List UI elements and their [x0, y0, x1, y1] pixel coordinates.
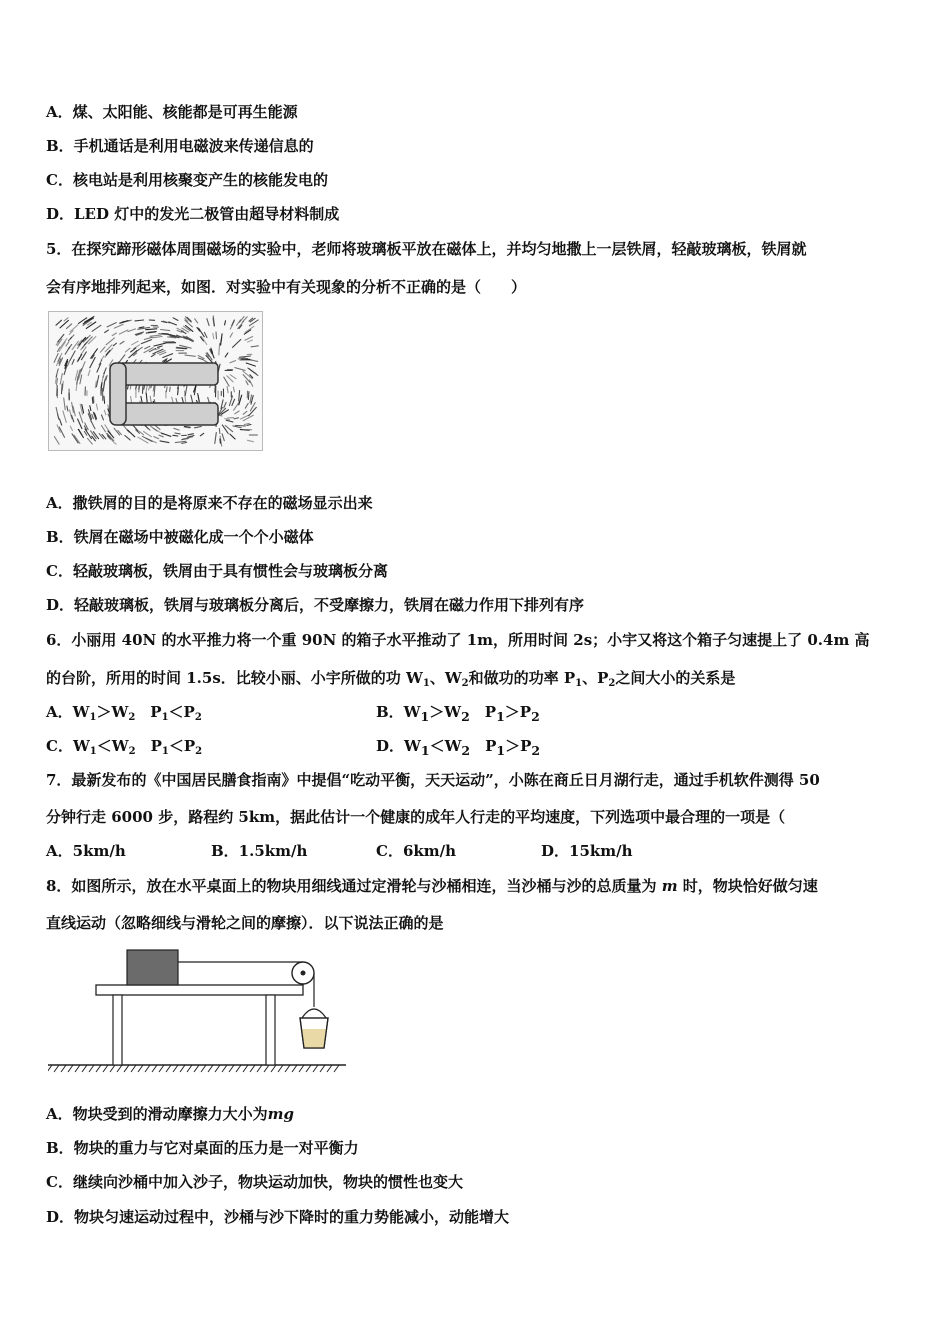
iron-filing	[104, 396, 105, 403]
q4-option-a: A．煤、太阳能、核能都是可再生能源	[46, 103, 298, 121]
ground-hatch	[243, 1065, 248, 1072]
ground-hatch	[215, 1065, 220, 1072]
q6-option-d: D．$W_1<W_2$ $P_1>P_2$	[376, 737, 541, 758]
q4-option-d: D．LED 灯中的发光二极管由超导材料制成	[46, 205, 340, 223]
ground-hatch	[334, 1065, 339, 1072]
ground-hatch	[89, 1065, 94, 1072]
q4-option-b: B．手机通话是利用电磁波来传递信息的	[46, 137, 314, 155]
q6-option-b: B．$W_1>W_2$ $P_1>P_2$	[376, 703, 540, 724]
q7-stem-line2: 分钟行走 6000 步，路程约 5km，据此估计一个健康的成年人行走的平均速度，下列选项中最合理的一项是（	[46, 808, 786, 826]
ground-hatch	[229, 1065, 234, 1072]
iron-filing	[220, 439, 221, 443]
q6-option-c: C．$W_1<W_2$ $P_1<P_2$	[46, 737, 203, 757]
q7-option-b: B．1.5km/h	[211, 842, 308, 860]
ground-hatch	[75, 1065, 80, 1072]
ground-hatch	[320, 1065, 325, 1072]
ground-hatch	[152, 1065, 157, 1072]
q5-stem-line2: 会有序地排列起来，如图．对实验中有关现象的分析不正确的是（ ）	[46, 278, 527, 296]
iron-filing	[247, 360, 251, 361]
ground-hatch	[54, 1065, 59, 1072]
magnet-iron-filings-figure	[48, 311, 263, 451]
q6-stem-line2: 的台阶，所用的时间 1.5s．比较小丽、小宇所做的功 $W_1$、$W_2$和做功的功率 $P_1$、$P_2$之间大小的关系是	[46, 669, 736, 689]
ground-hatch	[208, 1065, 213, 1072]
ground-hatch	[201, 1065, 206, 1072]
ground-hatch	[264, 1065, 269, 1072]
ground-hatch	[236, 1065, 241, 1072]
ground-hatch	[124, 1065, 129, 1072]
q5-option-b: B．铁屑在磁场中被磁化成一个个小磁体	[46, 528, 314, 546]
ground-hatch	[306, 1065, 311, 1072]
iron-filing	[216, 332, 217, 339]
ground-hatch	[131, 1065, 136, 1072]
ground-hatch	[166, 1065, 171, 1072]
ground-hatch	[327, 1065, 332, 1072]
ground-hatch	[48, 1065, 52, 1072]
ground-hatch	[257, 1065, 262, 1072]
q5-option-c: C．轻敲玻璃板，铁屑由于具有惯性会与玻璃板分离	[46, 562, 388, 580]
ground-hatch	[82, 1065, 87, 1072]
q8-option-b: B．物块的重力与它对桌面的压力是一对平衡力	[46, 1139, 359, 1157]
q8-option-c: C．继续向沙桶中加入沙子，物块运动加快，物块的惯性也变大	[46, 1173, 463, 1191]
q5-option-d: D．轻敲玻璃板，铁屑与玻璃板分离后，不受摩擦力，铁屑在磁力作用下排列有序	[46, 596, 585, 614]
iron-filing	[93, 397, 94, 403]
ground-hatch	[194, 1065, 199, 1072]
q4-option-c: C．核电站是利用核聚变产生的核能发电的	[46, 171, 328, 189]
ground-hatch	[292, 1065, 297, 1072]
q5-stem-line1: 5．在探究蹄形磁体周围磁场的实验中，老师将玻璃板平放在磁体上，并均匀地撒上一层铁屑，轻敲玻璃板，铁屑就	[46, 240, 807, 258]
ground-hatch	[110, 1065, 115, 1072]
ground-hatch	[145, 1065, 150, 1072]
ground-hatch	[222, 1065, 227, 1072]
iron-filing	[178, 388, 179, 395]
ground-hatch	[96, 1065, 101, 1072]
q7-option-a: A．5km/h	[46, 842, 126, 860]
ground-hatch	[68, 1065, 73, 1072]
q6-stem-line1: 6．小丽用 40N 的水平推力将一个重 90N 的箱子水平推动了 1m，所用时间 2s；小宇又将这个箱子匀速提上了 0.4m 高	[46, 631, 870, 649]
q7-stem-line1: 7．最新发布的《中国居民膳食指南》中提倡“吃动平衡，天天运动”，小陈在商丘日月湖行走，通过手机软件测得 50	[46, 771, 820, 789]
q8-stem-line2: 直线运动（忽略细线与滑轮之间的摩擦）．以下说法正确的是	[46, 914, 444, 932]
iron-filing	[240, 430, 249, 431]
ground-hatch	[159, 1065, 164, 1072]
q8-stem-line1: 8．如图所示，放在水平桌面上的物块用细线通过定滑轮与沙桶相连，当沙桶与沙的总质量为 m 时，物块恰好做匀速	[46, 877, 818, 895]
ground-hatch	[271, 1065, 276, 1072]
ground-hatch	[313, 1065, 318, 1072]
q7-option-d: D．15km/h	[541, 842, 633, 860]
iron-filing	[248, 392, 249, 400]
ground-hatch	[187, 1065, 192, 1072]
q8-option-d: D．物块匀速运动过程中，沙桶与沙下降时的重力势能减小，动能增大	[46, 1208, 510, 1226]
ground-hatch	[173, 1065, 178, 1072]
ground-hatch	[138, 1065, 143, 1072]
q8-option-a: A．物块受到的滑动摩擦力大小为mg	[46, 1105, 295, 1123]
iron-filing	[173, 435, 178, 436]
ground-hatch	[285, 1065, 290, 1072]
q7-option-c: C．6km/h	[376, 842, 457, 860]
ground-hatch	[180, 1065, 185, 1072]
ground-hatch	[103, 1065, 108, 1072]
ground-hatch	[61, 1065, 66, 1072]
q6-option-a: A．$W_1>W_2$ $P_1<P_2$	[46, 703, 202, 723]
pulley-table-figure	[48, 945, 348, 1075]
ground-hatch	[250, 1065, 255, 1072]
iron-filing	[170, 387, 171, 391]
ground-hatch	[117, 1065, 122, 1072]
ground-hatch	[299, 1065, 304, 1072]
iron-filing	[219, 428, 220, 433]
q5-option-a: A．撒铁屑的目的是将原来不存在的磁场显示出来	[46, 494, 373, 512]
ground-hatch	[278, 1065, 283, 1072]
